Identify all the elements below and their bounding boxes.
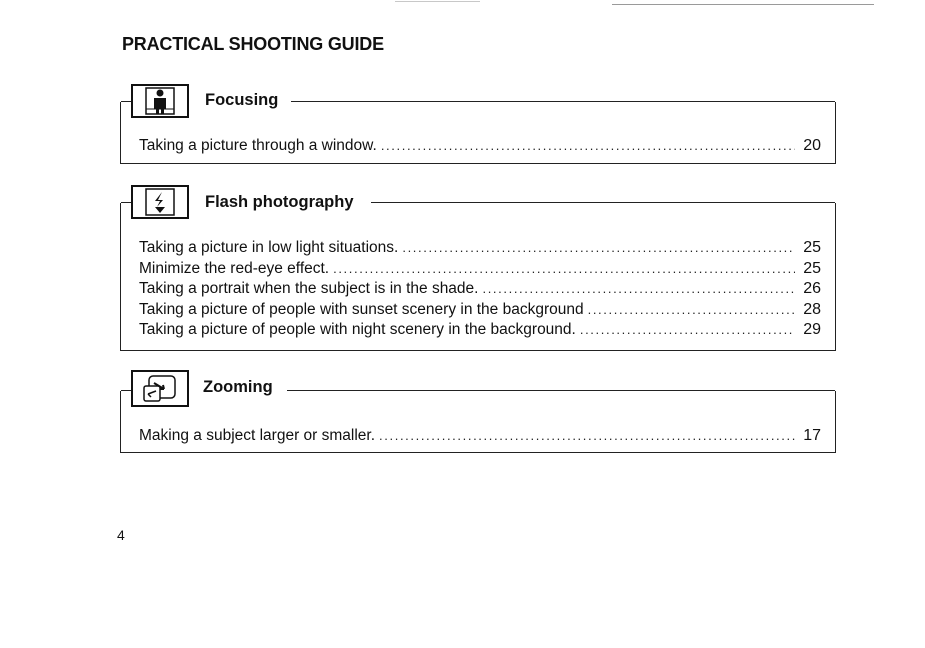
flash-icon bbox=[131, 185, 189, 219]
entry-page: 20 bbox=[803, 137, 821, 154]
leader-dots bbox=[588, 300, 795, 321]
entry-page: 25 bbox=[803, 239, 821, 256]
section-focusing bbox=[120, 84, 836, 164]
list-item bbox=[139, 259, 821, 280]
entry-text: Taking a picture in low light situations. bbox=[139, 239, 399, 256]
person-focus-icon bbox=[131, 84, 189, 118]
leader-dots bbox=[402, 238, 795, 259]
entry-text: Taking a picture of people with night scenery in the background. bbox=[139, 321, 576, 338]
entry-text: Taking a picture through a window. bbox=[139, 137, 377, 154]
leader-dots bbox=[381, 136, 795, 157]
scan-line-left bbox=[395, 1, 480, 2]
entry-page: 26 bbox=[803, 280, 821, 297]
page-number: 4 bbox=[117, 527, 125, 543]
leader-dots bbox=[333, 259, 795, 280]
section-title: Flash photography bbox=[205, 193, 360, 212]
leader-dots bbox=[580, 320, 795, 341]
section-title: Zooming bbox=[203, 378, 279, 397]
section-flash-photography bbox=[120, 185, 836, 351]
entry-text: Taking a picture of people with sunset scenery in the background bbox=[139, 300, 584, 318]
entry-text: Making a subject larger or smaller. bbox=[139, 427, 376, 444]
list-item bbox=[139, 320, 821, 341]
list-item bbox=[139, 426, 821, 447]
leader-dots bbox=[482, 279, 795, 300]
section-title: Focusing bbox=[205, 91, 284, 110]
zoom-icon bbox=[131, 370, 189, 407]
scan-line-right bbox=[612, 4, 874, 5]
page-title: PRACTICAL SHOOTING GUIDE bbox=[122, 34, 384, 54]
list-item bbox=[139, 300, 821, 321]
entry-page: 25 bbox=[803, 259, 821, 277]
entry-page: 17 bbox=[803, 427, 821, 444]
entry-text: Taking a portrait when the subject is in the shade. bbox=[139, 280, 479, 297]
entry-page: 29 bbox=[803, 321, 821, 338]
section-zooming bbox=[120, 370, 836, 453]
entry-text: Minimize the red-eye effect. bbox=[139, 259, 330, 277]
entry-list bbox=[139, 136, 821, 157]
entry-list bbox=[139, 426, 821, 447]
entry-list bbox=[139, 238, 821, 341]
list-item bbox=[139, 136, 821, 157]
list-item bbox=[139, 279, 821, 300]
list-item bbox=[139, 238, 821, 259]
entry-page: 28 bbox=[803, 300, 821, 318]
leader-dots bbox=[379, 426, 795, 447]
